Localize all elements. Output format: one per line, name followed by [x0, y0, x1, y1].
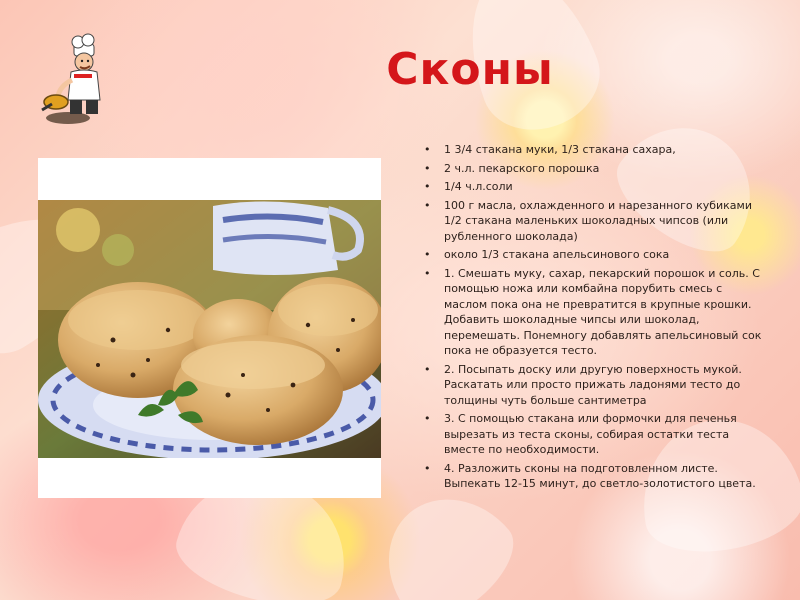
list-item — [422, 266, 767, 359]
list-item — [422, 461, 767, 492]
list-item — [422, 179, 767, 195]
recipe-text: • 2 ч.л. пекарского порошка — [444, 161, 600, 175]
list-item — [422, 198, 767, 245]
recipe-text: • 3. С помощью стакана или формочки для печенья вырезать из теста сконы, собирая остатки теста вместе по необходимости. — [444, 412, 737, 456]
recipe-text: • 4. Разложить сконы на подготовленном листе. Выпекать 12-15 минут, до светло-золотистого цвета. — [444, 461, 756, 490]
recipe-text: • 1 3/4 стакана муки, 1/3 стакана сахара, — [444, 143, 676, 156]
slide-title: Сконы — [386, 44, 554, 95]
scones-photo — [38, 200, 381, 458]
recipe-text: • 1. Смешать муку, сахар, пекарский порошок и соль. С помощью ножа или комбайна порубить смесь с маслом пока она не превратится в крупные крошки. Добавить шоколадные чипсы или шоколад, перемешать. Понемногу добавлять апельсиновый сок пока не образуется тесто. — [444, 266, 762, 357]
list-item — [422, 362, 767, 409]
photo-frame — [38, 158, 381, 498]
list-item — [422, 161, 767, 177]
chef-cook-icon — [38, 30, 118, 130]
list-item — [422, 411, 767, 458]
recipe-text: 1/2 стакана маленьких шоколадных чипсов (или рубленного шоколада) — [444, 214, 729, 243]
recipe-text: • 2. Посыпать доску или другую поверхность мукой. Раскатать или просто прижать ладонями тесто до толщины чуть больше сантиметра — [444, 362, 742, 407]
recipe-text: • 1/4 ч.л.соли — [444, 180, 513, 193]
recipe-text: • 100 г масла, охлажденного и нарезанного кубиками — [444, 198, 752, 212]
list-item — [422, 142, 767, 158]
recipe-text: • около 1/3 стакана апельсинового сока — [444, 248, 670, 261]
list-item — [422, 247, 767, 263]
recipe-list — [422, 142, 767, 495]
